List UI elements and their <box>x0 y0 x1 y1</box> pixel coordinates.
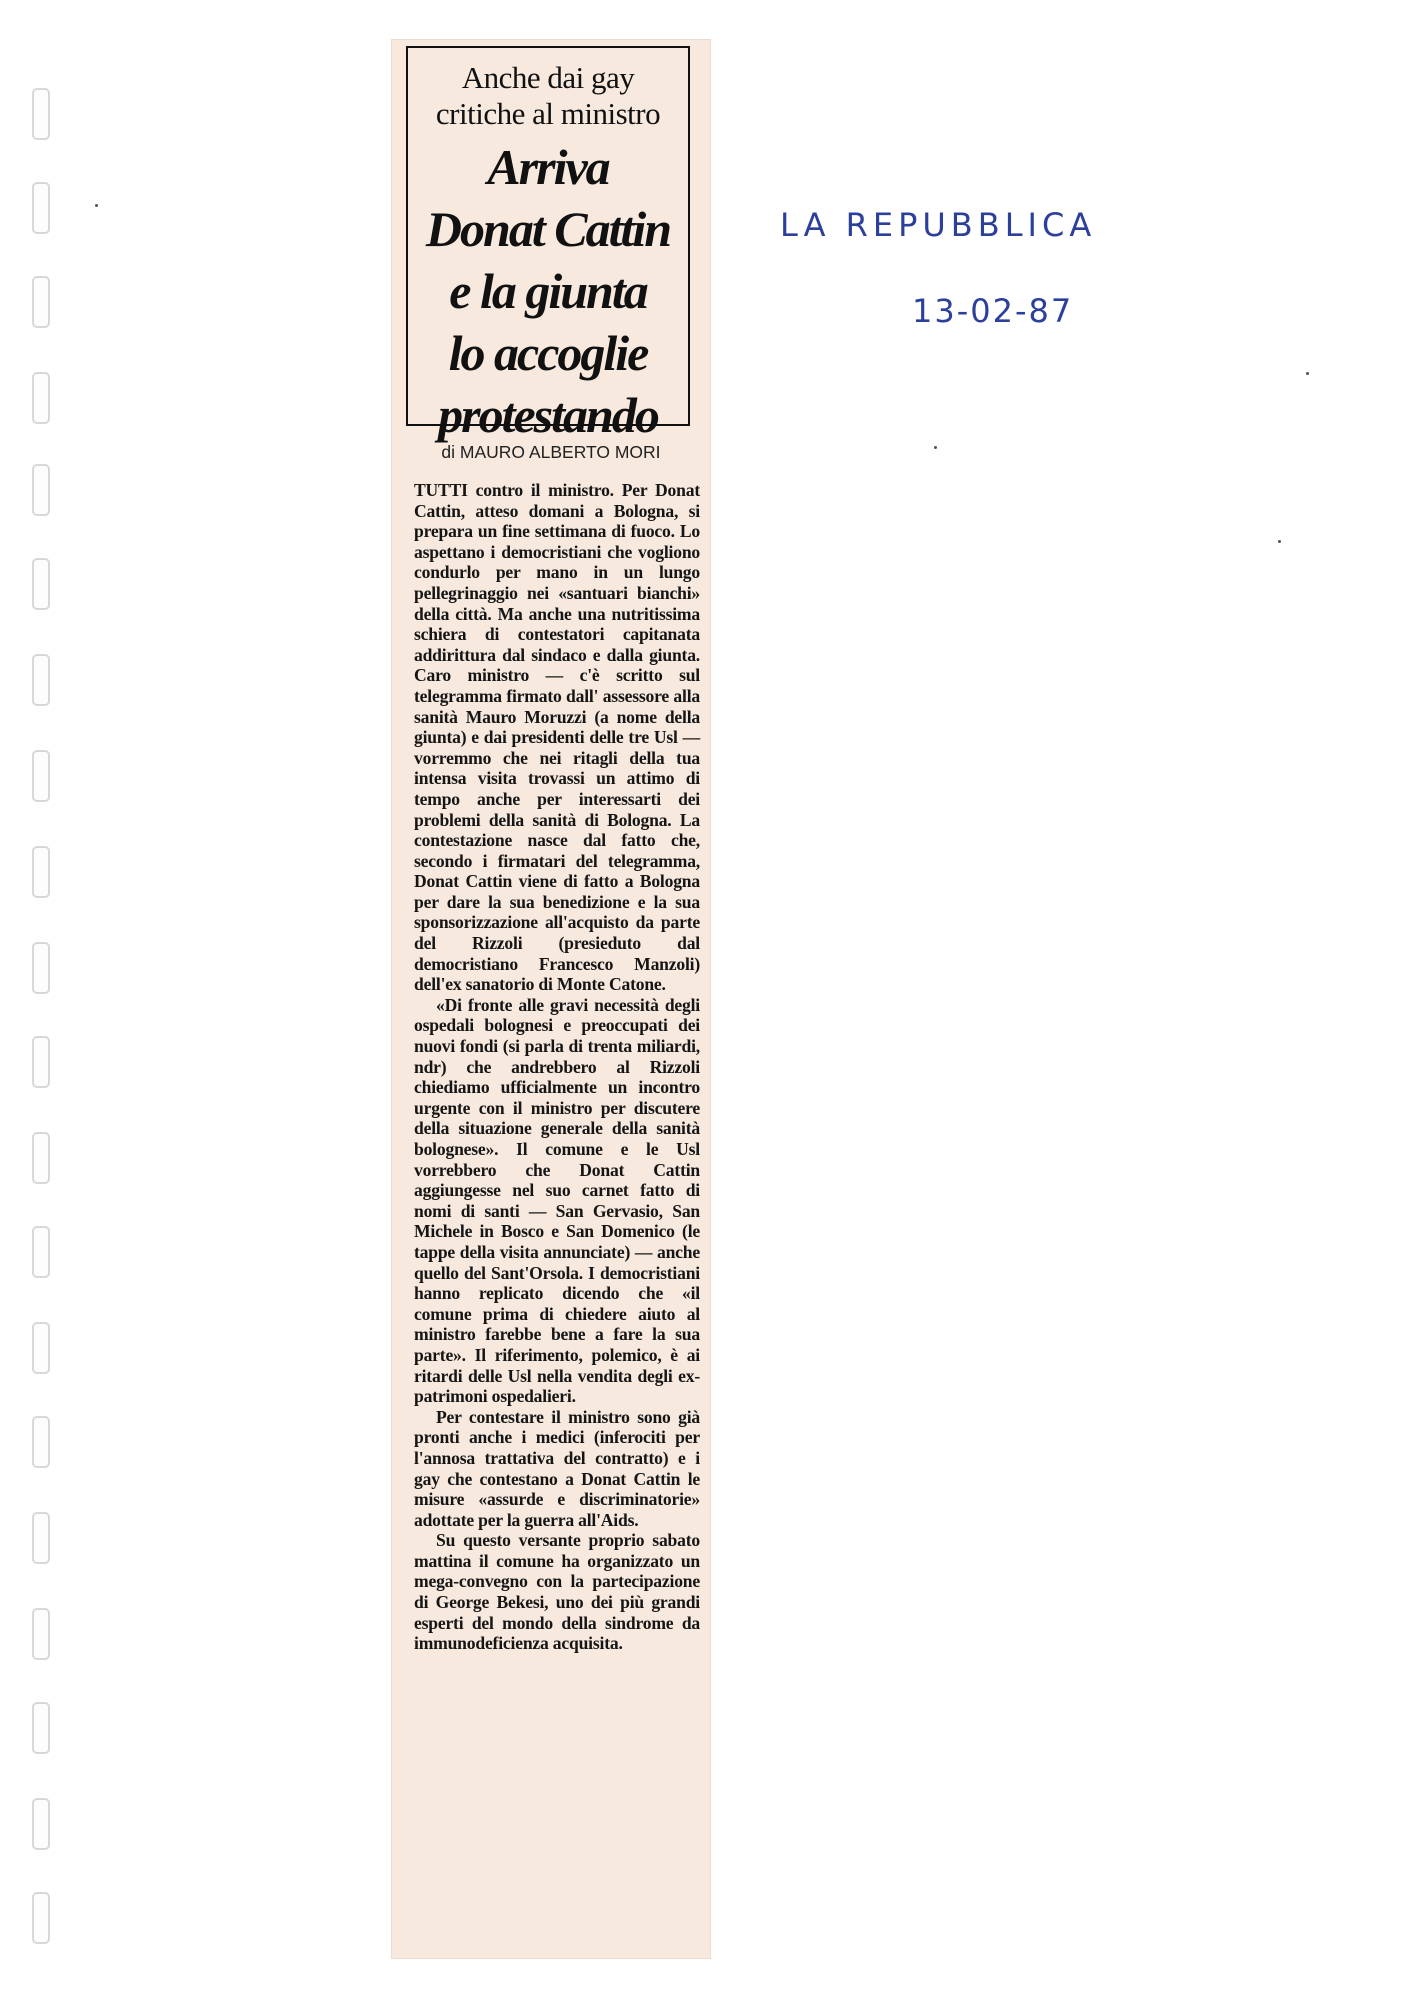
article-paragraph: Per contestare il ministro sono già pronti anche i medici (inferociti per l'annosa trattativa del contratto) e i gay che contestano a Donat Cattin le misure «assurde e discriminatorie» adottate per la guerra all'Aids. <box>414 1406 700 1530</box>
binder-hole <box>32 1226 50 1278</box>
binder-hole <box>32 654 50 706</box>
handwritten-newspaper-name: LA REPUBBLICA <box>780 206 1097 244</box>
binder-hole <box>32 1798 50 1850</box>
binder-hole <box>32 846 50 898</box>
article-paragraph: «Di fronte alle gravi necessità degli ospedali bolognesi e preoccupati dei nuovi fondi (si parla di trenta miliardi, ndr) che andrebbero al Rizzoli chiediamo ufficialmente un incontro urgente con il ministro per discutere della situazione generale della sanità bolognese». Il comune e le Usl vorrebbero che Donat Cattin aggiungesse nel suo carnet fatto di nomi di santi — San Gervasio, San Michele in Bosco e San Domenico (le tappe della visita annunciate) — anche quello del Sant'Orsola. I democristiani hanno replicato dicendo che «il comune prima di chiedere aiuto al ministro farebbe bene a fare la sua parte». Il riferimento, polemico, è ai ritardi delle Usl nella vendita degli ex-patrimoni ospedalieri. <box>414 994 700 1407</box>
headline-line: Arriva <box>487 139 609 195</box>
binder-hole <box>32 1322 50 1374</box>
binder-hole <box>32 372 50 424</box>
binder-hole <box>32 942 50 994</box>
article-paragraph: TUTTI contro il ministro. Per Donat Cattin, atteso domani a Bologna, si prepara un fine settimana di fuoco. Lo aspettano i democristiani che vogliono condurlo per mano in un lungo pellegrinaggio nei «santuari bianchi» della città. Ma anche una nutritissima schiera di contestatori capitanata addirittura dal sindaco e dalla giunta. Caro ministro — c'è scritto sul telegramma firmato dall' assessore alla sanità Mauro Moruzzi (a nome della giunta) e dai presidenti delle tre Usl — vorremmo che nei ritagli della tua intensa visita trovassi un attimo di tempo anche per interessarti dei problemi della sanità di Bologna. La contestazione nasce dal fatto che, secondo i firmatari del telegramma, Donat Cattin viene di fatto a Bologna per dare la sua benedizione e la sua sponsorizzazione all'acquisto da parte del Rizzoli (presieduto dal democristiano Francesco Manzoli) dell'ex sanatorio di Monte Catone. <box>414 480 700 995</box>
binder-hole <box>32 1892 50 1944</box>
binder-hole <box>32 1132 50 1184</box>
kicker-line: Anche dai gay <box>461 60 635 95</box>
binder-hole <box>32 1416 50 1468</box>
binder-holes <box>28 60 58 1980</box>
binder-hole <box>32 1036 50 1088</box>
article-paragraph: Su questo versante proprio sabato mattina il comune ha organizzato un mega-convegno con la partecipazione di George Bekesi, uno dei più grandi esperti del mondo della sindrome da immunodeficienza acquisita. <box>414 1530 700 1654</box>
binder-hole <box>32 558 50 610</box>
scan-speck <box>1306 372 1309 375</box>
article-headline <box>408 136 688 446</box>
binder-hole <box>32 182 50 234</box>
handwritten-date: 13-02-87 <box>912 292 1074 330</box>
headline-line: lo accoglie <box>448 325 648 381</box>
headline-line: Donat Cattin <box>425 201 671 257</box>
scan-speck <box>934 446 937 449</box>
binder-hole <box>32 464 50 516</box>
binder-hole <box>32 1702 50 1754</box>
newspaper-clipping <box>392 40 710 1958</box>
headline-line: protestando <box>438 387 658 443</box>
headline-box <box>406 46 690 443</box>
scan-speck <box>1278 540 1281 543</box>
article-body <box>414 480 700 1654</box>
binder-hole <box>32 1512 50 1564</box>
binder-hole <box>32 750 50 802</box>
scan-speck <box>95 204 98 207</box>
headline-line: e la giunta <box>449 263 647 319</box>
article-byline: di MAURO ALBERTO MORI <box>441 442 661 462</box>
kicker-line: critiche al ministro <box>435 96 661 131</box>
article-kicker <box>408 60 688 132</box>
binder-hole <box>32 88 50 140</box>
binder-hole <box>32 276 50 328</box>
binder-hole <box>32 1608 50 1660</box>
